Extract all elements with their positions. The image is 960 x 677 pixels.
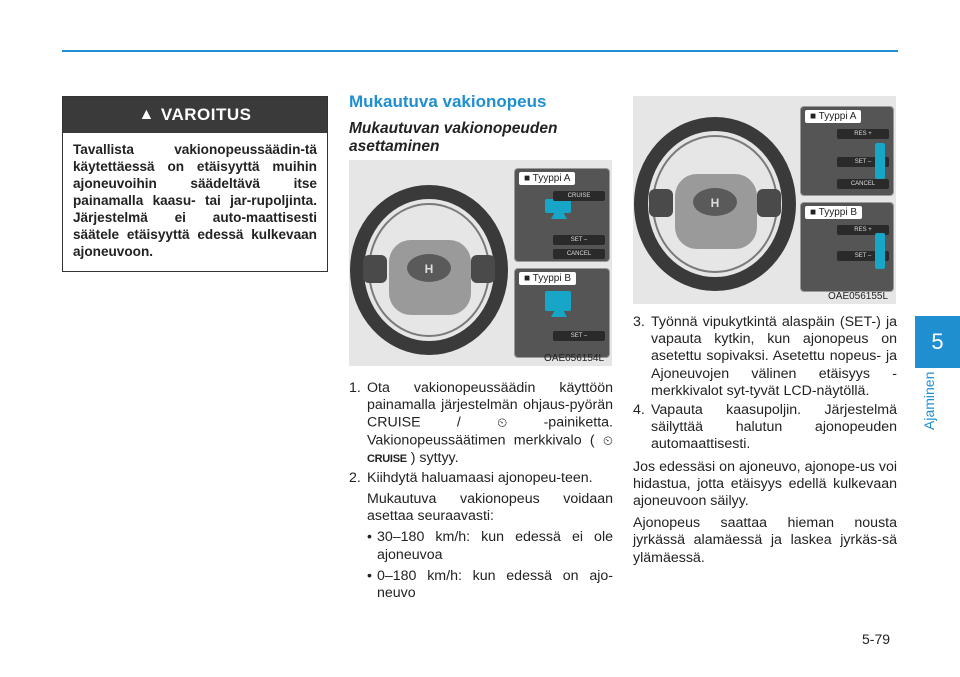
step-text: Työnnä vipukytkintä alaspäin (SET-) ja vapauta kytkin, kun ajonopeus on asetettu sopivaksi. Asetettu nopeus- ja Ajoneuvojen välinen etäisyys -merkkivalot syt-tyvät LCD-näytöllä. <box>651 314 897 399</box>
cruise-indicator: CRUISE <box>367 452 407 465</box>
step-text: ) syttyy. <box>410 449 459 466</box>
res-button: RES + <box>837 129 889 139</box>
warning-triangle-icon: ▲ <box>138 106 155 123</box>
header-rule <box>62 50 898 52</box>
section-title: Mukautuva vakionopeus <box>349 92 547 111</box>
section-subtitle: Mukautuvan vakionopeuden asettaminen <box>349 120 558 155</box>
figure-code: OAE056155L <box>828 291 889 302</box>
lever-highlight <box>875 143 885 179</box>
steps-column-3 <box>633 314 897 572</box>
step-1 <box>349 380 613 468</box>
svg-text:H: H <box>424 262 434 276</box>
set-button: SET – <box>837 157 889 167</box>
inset-type-b-label: ■ Tyyppi B <box>519 272 576 285</box>
paragraph: Ajonopeus saattaa hieman nousta jyrkässä alamäessä ja laskea jyrkäs-sä ylämäessä. <box>633 515 897 566</box>
svg-text:H: H <box>710 196 720 210</box>
warning-text: Tavallista vakionopeussäädin-tä käytettäessä on etäisyyttä muihin ajoneuvoihin säädeltävä itse painamalla kaasu- tai jar-rupoljinta. Järjestelmä ei auto-maattisesti säätele etäisyyttä edessä kulkevaan ajoneuvoon. <box>73 142 317 259</box>
inset-type-a <box>800 106 894 196</box>
step-4 <box>633 402 897 454</box>
step-3 <box>633 314 897 400</box>
bullet-text: 0–180 km/h: kun edessä on ajo-neuvo <box>377 567 613 601</box>
steps-column-2 <box>349 380 613 606</box>
step-number: 2. <box>349 469 361 486</box>
bullet-item: • 0–180 km/h: kun edessä on ajo-neuvo <box>367 567 613 601</box>
speedometer-icon: ⏲ <box>497 415 508 431</box>
inset-type-a-label: ■ Tyyppi A <box>519 172 575 185</box>
step-number: 3. <box>633 314 645 330</box>
step-text: Kiihdytä haluamaasi ajonopeu-teen. <box>367 469 593 486</box>
step-2-note: Mukautuva vakionopeus voidaan asettaa seuraavasti: <box>367 490 613 525</box>
step-text: Ota vakionopeussäädin käyttöön painamalla järjestelmän ohjaus-pyörän CRUISE / <box>367 380 613 431</box>
press-arrow-icon <box>551 303 567 317</box>
step-number: 4. <box>633 402 645 419</box>
figure-steering-wheel-1 <box>349 160 612 366</box>
chapter-number: 5 <box>931 329 944 354</box>
page-number: 5-79 <box>862 631 891 647</box>
step-number: 1. <box>349 380 361 396</box>
inset-type-a <box>514 168 610 262</box>
warning-title: VAROITUS <box>160 105 252 124</box>
bullet-text: 30–180 km/h: kun edessä ei ole ajoneuvoa <box>377 529 613 563</box>
cancel-button: CANCEL <box>837 179 889 189</box>
bullet-item: • 30–180 km/h: kun edessä ei ole ajoneuvoa <box>367 529 613 563</box>
step-text: Vapauta kaasupoljin. Järjestelmä säilyttää halutun ajonopeuden automaattisesti. <box>651 402 897 453</box>
set-button-b: SET – <box>553 331 605 341</box>
warning-box <box>62 96 328 272</box>
res-button-b: RES + <box>837 225 889 235</box>
chapter-tab <box>915 316 960 368</box>
figure-steering-wheel-2 <box>633 96 896 304</box>
cancel-button: CANCEL <box>553 249 605 259</box>
press-arrow-icon <box>551 205 567 219</box>
lever-highlight <box>875 233 885 269</box>
speedometer-icon: ⏲ <box>602 432 613 448</box>
inset-type-b <box>800 202 894 292</box>
inset-type-a-label: ■ Tyyppi A <box>805 110 861 123</box>
step-2 <box>349 470 613 487</box>
set-button-b: SET – <box>837 251 889 261</box>
set-button: SET – <box>553 235 605 245</box>
warning-header <box>63 97 327 133</box>
step-text: -painiketta. Vakionopeussäätimen merkkivalo ( <box>367 414 613 449</box>
chapter-name: Ajaminen <box>921 372 937 431</box>
inset-type-b-label: ■ Tyyppi B <box>805 206 862 219</box>
inset-type-b <box>514 268 610 358</box>
cruise-button: CRUISE <box>553 191 605 201</box>
paragraph: Jos edessäsi on ajoneuvo, ajonope-us voi hidastua, jotta etäisyys edellä kulkevaan ajoneuvoon säilyy. <box>633 458 897 510</box>
figure-code: OAE056154L <box>544 353 605 364</box>
